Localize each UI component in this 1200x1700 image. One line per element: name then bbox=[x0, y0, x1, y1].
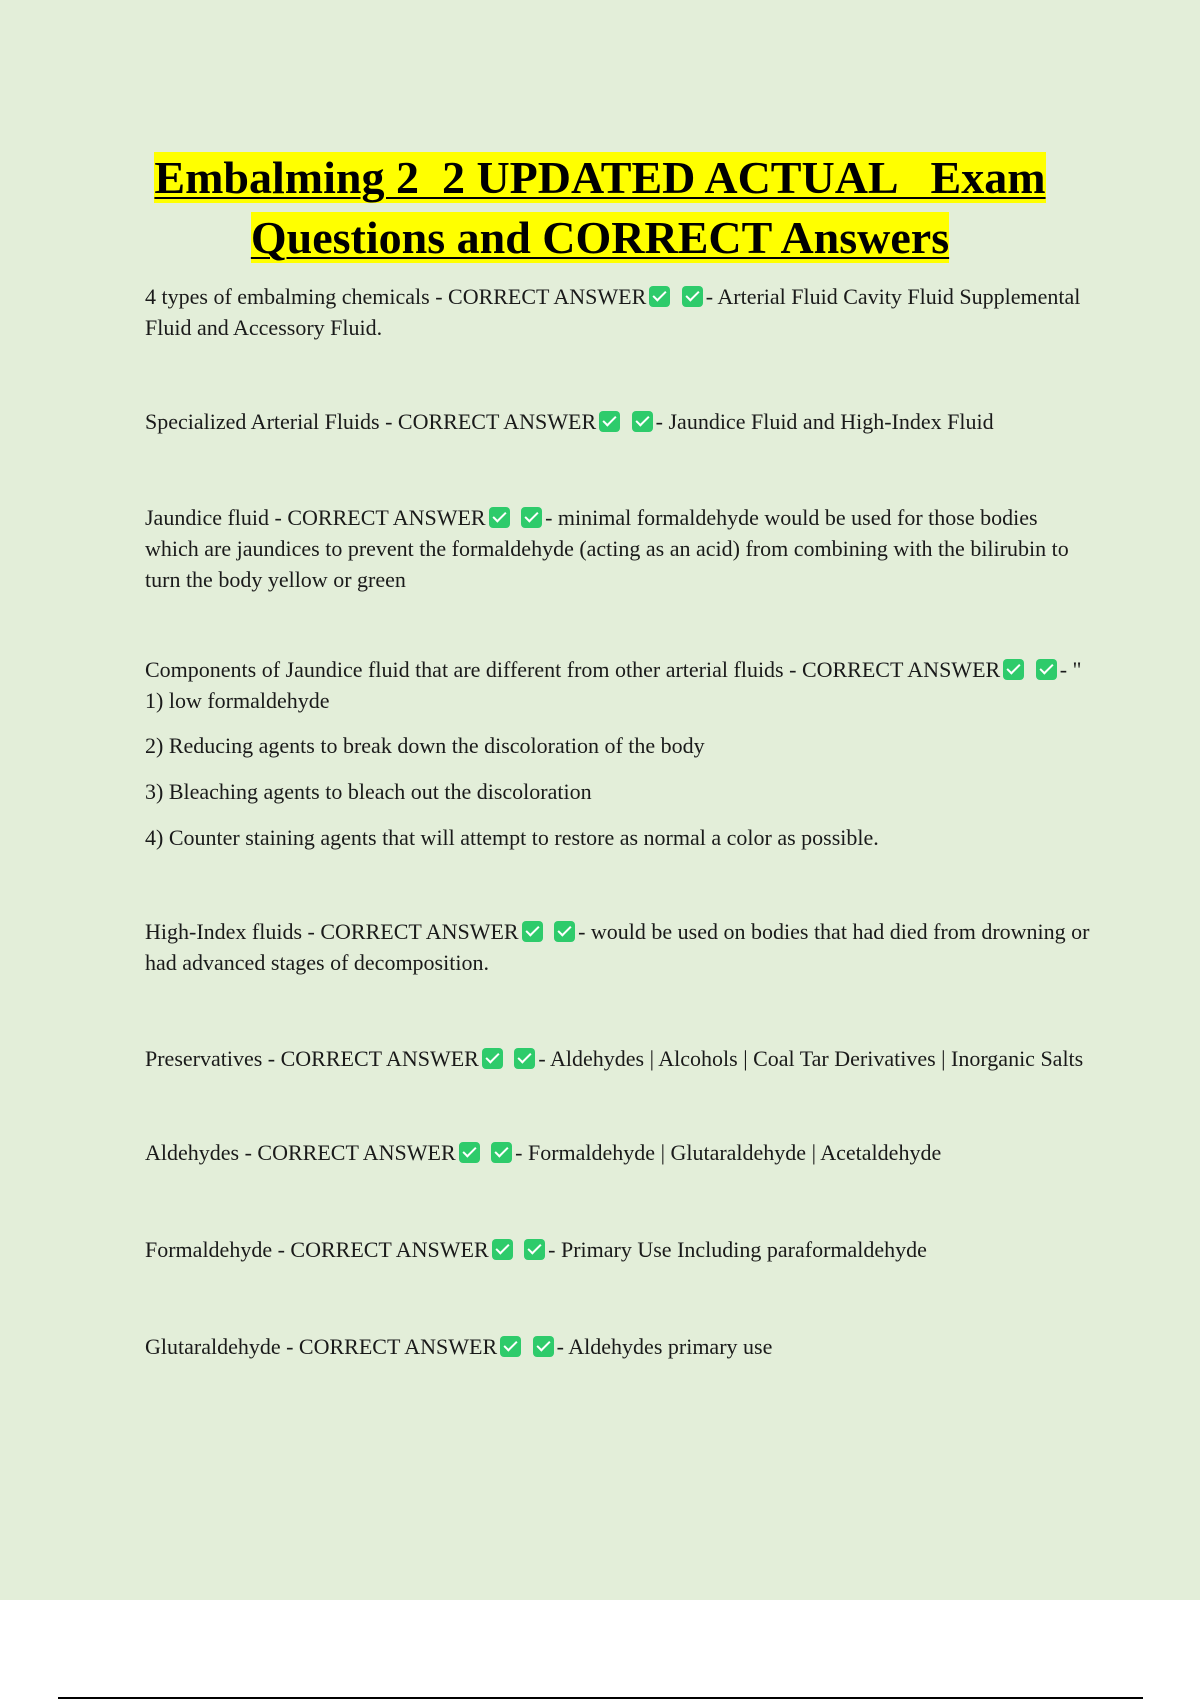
entry-answer: - would be used on bodies that had died from drowning or had advanced stages of decomposition. bbox=[145, 919, 1090, 975]
list-item: 4) Counter staining agents that will attempt to restore as normal a color as possible. bbox=[145, 825, 879, 850]
check-box-icon bbox=[491, 1142, 512, 1163]
entry-term: 4 types of embalming chemicals - CORRECT ANSWER bbox=[145, 284, 647, 309]
document-title-line-2: Questions and CORRECT Answers bbox=[250, 212, 950, 263]
check-box-icon bbox=[632, 411, 653, 432]
check-box-icon bbox=[459, 1142, 480, 1163]
qa-entry bbox=[145, 502, 1095, 595]
check-box-icon bbox=[554, 921, 575, 942]
qa-entry bbox=[145, 916, 1095, 978]
entry-answer: - Aldehydes | Alcohols | Coal Tar Derivatives | Inorganic Salts bbox=[538, 1046, 1084, 1071]
entry-term: Aldehydes - CORRECT ANSWER bbox=[145, 1140, 456, 1165]
entry-term: High-Index fluids - CORRECT ANSWER bbox=[145, 919, 519, 944]
entry-answer: - Aldehydes primary use bbox=[556, 1334, 773, 1359]
entry-answer: - Arterial Fluid Cavity Fluid Supplemental Fluid and Accessory Fluid. bbox=[145, 284, 1081, 340]
document-title-line-1: Embalming 2 2 UPDATED ACTUAL Exam bbox=[154, 152, 1046, 203]
check-box-icon bbox=[649, 286, 670, 307]
qa-entry bbox=[145, 1234, 1095, 1265]
check-box-icon bbox=[489, 507, 510, 528]
qa-entry bbox=[145, 1043, 1095, 1074]
footer-divider bbox=[58, 1697, 1143, 1699]
list-item: 2) Reducing agents to break down the discoloration of the body bbox=[145, 733, 705, 758]
check-box-icon bbox=[500, 1336, 521, 1357]
qa-entry bbox=[145, 654, 1095, 716]
qa-entry bbox=[145, 281, 1095, 343]
check-box-icon bbox=[521, 507, 542, 528]
entry-term: Specialized Arterial Fluids - CORRECT ANSWER bbox=[145, 409, 597, 434]
entry-answer: - Primary Use Including paraformaldehyde bbox=[548, 1237, 927, 1262]
qa-entry bbox=[145, 406, 1095, 437]
entry-answer: - minimal formaldehyde would be used for those bodies which are jaundices to prevent the formaldehyde (acting as an acid) from combining with the bilirubin to turn the body yellow or green bbox=[145, 505, 1069, 592]
entry-term: Glutaraldehyde - CORRECT ANSWER bbox=[145, 1334, 498, 1359]
entry-term: Preservatives - CORRECT ANSWER bbox=[145, 1046, 479, 1071]
entry-answer: - Formaldehyde | Glutaraldehyde | Acetaldehyde bbox=[515, 1140, 942, 1165]
check-box-icon bbox=[533, 1336, 554, 1357]
qa-list bbox=[145, 281, 1095, 1362]
entry-answer: - Jaundice Fluid and High-Index Fluid bbox=[655, 409, 994, 434]
check-box-icon bbox=[492, 1239, 513, 1260]
qa-entry bbox=[145, 1137, 1095, 1168]
document-title bbox=[100, 148, 1100, 268]
check-box-icon bbox=[522, 921, 543, 942]
check-box-icon bbox=[599, 411, 620, 432]
check-box-icon bbox=[482, 1048, 503, 1069]
list-item: 3) Bleaching agents to bleach out the discoloration bbox=[145, 779, 592, 804]
check-box-icon bbox=[1003, 659, 1024, 680]
entry-term: Formaldehyde - CORRECT ANSWER bbox=[145, 1237, 489, 1262]
entry-term: Jaundice fluid - CORRECT ANSWER bbox=[145, 505, 486, 530]
check-box-icon bbox=[682, 286, 703, 307]
check-box-icon bbox=[514, 1048, 535, 1069]
qa-entry bbox=[145, 1331, 1095, 1362]
entry-answer: - " 1) low formaldehyde bbox=[145, 657, 1082, 713]
check-box-icon bbox=[524, 1239, 545, 1260]
entry-term: Components of Jaundice fluid that are different from other arterial fluids - CORRECT ANSWER bbox=[145, 657, 1001, 682]
check-box-icon bbox=[1036, 659, 1057, 680]
